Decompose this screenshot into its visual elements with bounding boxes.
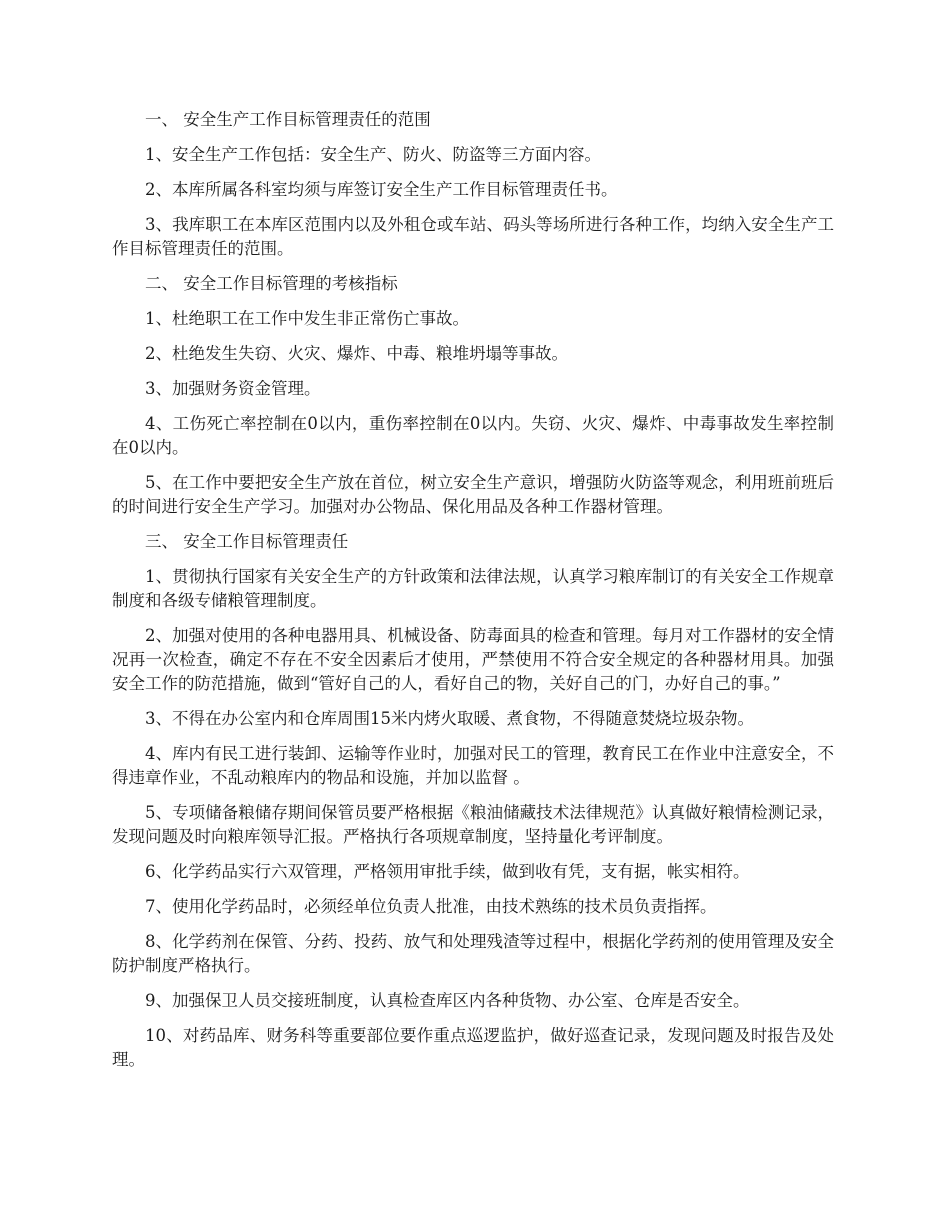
section-1-heading: 一、 安全生产工作目标管理责任的范围 [145, 110, 431, 129]
section-2-item-3: 3、加强财务资金管理。 [145, 379, 321, 398]
section-3-item-4: 4、库内有民工进行装卸、运输等作业时，加强对民工的管理，教育民工在作业中注意安全，不得违章作业，不乱动粮库内的物品和设施，并加以监督 。 [112, 744, 834, 787]
section-1-item-2: 2、本库所属各科室均须与库签订安全生产工作目标管理责任书。 [145, 180, 618, 199]
section-3-item-1: 1、贯彻执行国家有关安全生产的方针政策和法律法规，认真学习粮库制订的有关安全工作规章制度和各级专储粮管理制度。 [112, 567, 834, 610]
section-2-item-4: 4、工伤死亡率控制在0以内，重伤率控制在0以内。失窃、火灾、爆炸、中毒事故发生率控制在0以内。 [112, 414, 834, 457]
document-page [112, 108, 834, 1083]
section-2-heading: 二、 安全工作目标管理的考核指标 [145, 274, 398, 293]
section-2-item-2: 2、杜绝发生失窃、火灾、爆炸、中毒、粮堆坍塌等事故。 [145, 344, 568, 363]
section-3-item-8: 8、化学药剂在保管、分药、投药、放气和处理残渣等过程中，根据化学药剂的使用管理及安全防护制度严格执行。 [112, 932, 834, 975]
section-1-item-3: 3、我库职工在本库区范围内以及外租仓或车站、码头等场所进行各种工作，均纳入安全生产工作目标管理责任的范围。 [112, 215, 834, 258]
section-3-item-5: 5、专项储备粮储存期间保管员要严格根据《粮油储藏技术法律规范》认真做好粮情检测记录，发现问题及时向粮库领导汇报。严格执行各项规章制度，坚持量化考评制度。 [112, 803, 834, 846]
section-3-heading: 三、 安全工作目标管理责任 [145, 532, 349, 551]
section-3-item-7: 7、使用化学药品时，必须经单位负责人批准，由技术熟练的技术员负责指挥。 [145, 897, 717, 916]
section-3-item-3: 3、不得在办公室内和仓库周围15米内烤火取暖、煮食物，不得随意焚烧垃圾杂物。 [145, 709, 754, 728]
section-3-item-9: 9、加强保卫人员交接班制度，认真检查库区内各种货物、办公室、仓库是否安全。 [145, 991, 750, 1010]
section-2-item-5: 5、在工作中要把安全生产放在首位，树立安全生产意识，增强防火防盗等观念，利用班前班后的时间进行安全生产学习。加强对办公物品、保化用品及各种工作器材管理。 [112, 473, 834, 516]
section-3-item-10: 10、对药品库、财务科等重要部位要作重点巡逻监护，做好巡查记录，发现问题及时报告及处理。 [112, 1026, 834, 1069]
section-3-item-6: 6、化学药品实行六双管理，严格领用审批手续，做到收有凭，支有据，帐实相符。 [145, 862, 750, 881]
section-3-item-2: 2、加强对使用的各种电器用具、机械设备、防毒面具的检查和管理。每月对工作器材的安全情况再一次检查，确定不存在不安全因素后才使用，严禁使用不符合安全规定的各种器材用具。加强安全工作的防范措施，做到“管好自己的人，看好自己的物，关好自己的门，办好自己的事。” [112, 626, 834, 693]
section-2-item-1: 1、杜绝职工在工作中发生非正常伤亡事故。 [145, 309, 469, 328]
section-1-item-1: 1、安全生产工作包括：安全生产、防火、防盗等三方面内容。 [145, 145, 601, 164]
